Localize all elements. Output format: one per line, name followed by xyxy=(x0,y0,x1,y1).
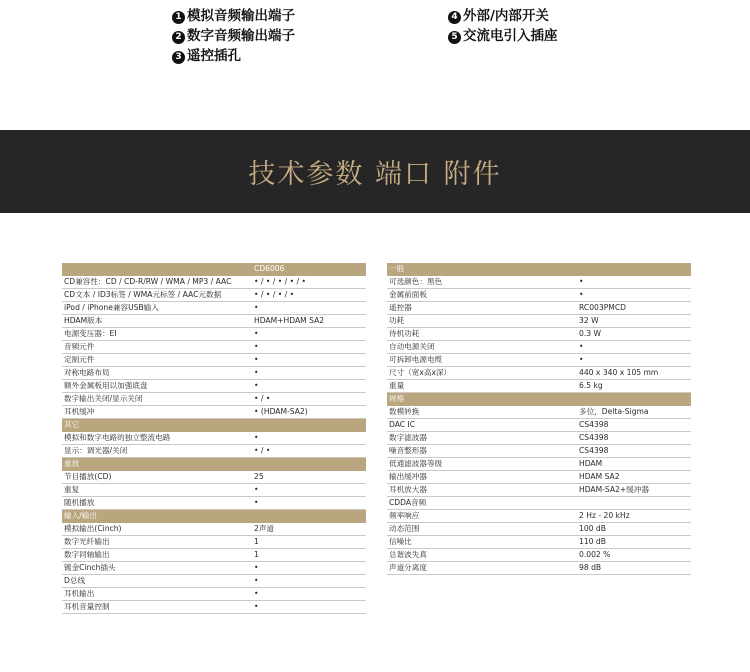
spec-value: 2 Hz - 20 kHz xyxy=(577,510,691,523)
spec-row xyxy=(387,562,691,575)
spec-row xyxy=(62,432,366,445)
spec-label: 模拟和数字电路的独立整流电路 xyxy=(62,432,252,445)
section-empty xyxy=(252,419,366,432)
spec-value: • xyxy=(577,289,691,302)
spec-label: CD文本 / ID3标签 / WMA元标签 / AAC元数据 xyxy=(62,289,252,302)
legend-number-badge: 1 xyxy=(172,11,185,24)
section-banner xyxy=(0,130,750,213)
spec-row xyxy=(62,445,366,458)
spec-value: 25 xyxy=(252,471,366,484)
spec-value: 110 dB xyxy=(577,536,691,549)
spec-label: 低通滤波器等级 xyxy=(387,458,577,471)
spec-value: • xyxy=(252,432,366,445)
spec-value: • xyxy=(252,380,366,393)
spec-value: • xyxy=(252,484,366,497)
spec-label: 额外金属板用以加强底盘 xyxy=(62,380,252,393)
section-header-row xyxy=(62,419,366,432)
banner-title: 技术参数 端口 附件 xyxy=(248,159,502,190)
spec-label: 电源变压器：EI xyxy=(62,328,252,341)
legend-number-badge: 5 xyxy=(448,31,461,44)
spec-value: • xyxy=(252,588,366,601)
spec-row xyxy=(387,367,691,380)
spec-label: 信噪比 xyxy=(387,536,577,549)
spec-row xyxy=(387,328,691,341)
connector-legend-left xyxy=(172,6,295,66)
spec-row xyxy=(62,497,366,510)
spec-label: 重复 xyxy=(62,484,252,497)
spec-label: 镀金Cinch插头 xyxy=(62,562,252,575)
spec-value: 0.002 % xyxy=(577,549,691,562)
spec-value: • xyxy=(252,354,366,367)
spec-value: CS4398 xyxy=(577,445,691,458)
section-empty xyxy=(252,510,366,523)
spec-label: 随机播放 xyxy=(62,497,252,510)
spec-label: 动态范围 xyxy=(387,523,577,536)
section-header-row xyxy=(62,458,366,471)
section-title: 重放 xyxy=(62,458,252,471)
spec-row xyxy=(387,445,691,458)
legend-number-badge: 3 xyxy=(172,51,185,64)
spec-row xyxy=(387,406,691,419)
spec-label: 模拟输出(Cinch) xyxy=(62,523,252,536)
spec-row xyxy=(387,458,691,471)
spec-value: • xyxy=(252,562,366,575)
spec-label: 声道分离度 xyxy=(387,562,577,575)
legend-item xyxy=(172,6,295,26)
spec-value: 1 xyxy=(252,536,366,549)
spec-value: 100 dB xyxy=(577,523,691,536)
spec-label: 数字光纤输出 xyxy=(62,536,252,549)
spec-label: 耳机输出 xyxy=(62,588,252,601)
spec-value: • xyxy=(252,575,366,588)
spec-row xyxy=(62,328,366,341)
spec-row xyxy=(387,354,691,367)
spec-value: HDAM xyxy=(577,458,691,471)
spec-row xyxy=(387,276,691,289)
spec-value: • xyxy=(577,276,691,289)
spec-label: iPod / iPhone兼容USB输入 xyxy=(62,302,252,315)
spec-row xyxy=(62,367,366,380)
spec-row xyxy=(62,523,366,536)
legend-label: 交流电引入插座 xyxy=(463,28,558,44)
spec-label: 显示：调光器/关闭 xyxy=(62,445,252,458)
section-title: 一般 xyxy=(387,263,577,276)
spec-label: 耳机缓冲 xyxy=(62,406,252,419)
spec-table-right xyxy=(387,263,691,575)
spec-value: RC003PMCD xyxy=(577,302,691,315)
spec-row xyxy=(387,419,691,432)
legend-item xyxy=(448,6,558,26)
spec-row xyxy=(62,302,366,315)
spec-label: 耳机放大器 xyxy=(387,484,577,497)
spec-row xyxy=(387,341,691,354)
spec-row xyxy=(62,354,366,367)
section-title: 输入/输出 xyxy=(62,510,252,523)
spec-label: 尺寸（宽x高x深） xyxy=(387,367,577,380)
spec-value: • xyxy=(252,328,366,341)
spec-row xyxy=(387,315,691,328)
spec-value: CS4398 xyxy=(577,432,691,445)
spec-label: 自动电源关闭 xyxy=(387,341,577,354)
table-header-row xyxy=(387,263,691,276)
spec-row xyxy=(62,575,366,588)
spec-label: 待机功耗 xyxy=(387,328,577,341)
spec-label: 功耗 xyxy=(387,315,577,328)
spec-value: HDAM+HDAM SA2 xyxy=(252,315,366,328)
spec-value: • (HDAM-SA2) xyxy=(252,406,366,419)
spec-row xyxy=(62,549,366,562)
connector-legend-right xyxy=(448,6,558,46)
spec-row xyxy=(387,510,691,523)
spec-row xyxy=(62,406,366,419)
legend-item xyxy=(172,46,295,66)
spec-value: 多位，Delta-Sigma xyxy=(577,406,691,419)
spec-label: 节目播放(CD) xyxy=(62,471,252,484)
spec-row xyxy=(62,315,366,328)
spec-label: 输出缓冲器 xyxy=(387,471,577,484)
spec-label: 重量 xyxy=(387,380,577,393)
table-header-value xyxy=(577,263,691,276)
spec-row xyxy=(62,393,366,406)
spec-label: 数字输出关闭/显示关闭 xyxy=(62,393,252,406)
spec-label: 数模转换 xyxy=(387,406,577,419)
spec-value: 2声道 xyxy=(252,523,366,536)
spec-label: 耳机音量控制 xyxy=(62,601,252,614)
spec-value: • xyxy=(252,367,366,380)
spec-value: • xyxy=(252,341,366,354)
spec-row xyxy=(62,562,366,575)
spec-value: 1 xyxy=(252,549,366,562)
spec-label: D总线 xyxy=(62,575,252,588)
spec-label: CDDA音频 xyxy=(387,497,577,510)
legend-label: 遥控插孔 xyxy=(187,48,241,64)
legend-label: 外部/内部开关 xyxy=(463,8,549,24)
spec-value: 6.5 kg xyxy=(577,380,691,393)
spec-row xyxy=(62,601,366,614)
table-header-row xyxy=(62,263,366,276)
spec-table-left xyxy=(62,263,366,614)
spec-row xyxy=(62,588,366,601)
spec-row xyxy=(387,549,691,562)
spec-row xyxy=(387,471,691,484)
legend-item xyxy=(448,26,558,46)
spec-row xyxy=(62,289,366,302)
spec-value: • / • xyxy=(252,393,366,406)
spec-label: 金属前面板 xyxy=(387,289,577,302)
spec-value: • xyxy=(577,354,691,367)
spec-label: 遥控器 xyxy=(387,302,577,315)
spec-row xyxy=(62,276,366,289)
spec-value: HDAM-SA2+缓冲器 xyxy=(577,484,691,497)
spec-row xyxy=(387,432,691,445)
section-empty xyxy=(577,393,691,406)
spec-value: CS4398 xyxy=(577,419,691,432)
spec-label: DAC IC xyxy=(387,419,577,432)
section-title: 规格 xyxy=(387,393,577,406)
section-header-row xyxy=(387,393,691,406)
spec-label: CD兼容性：CD / CD-R/RW / WMA / MP3 / AAC xyxy=(62,276,252,289)
spec-label: 定制元件 xyxy=(62,354,252,367)
spec-label: 数字同轴输出 xyxy=(62,549,252,562)
spec-label: 数字滤波器 xyxy=(387,432,577,445)
spec-value: • xyxy=(252,497,366,510)
spec-value: HDAM SA2 xyxy=(577,471,691,484)
legend-item xyxy=(172,26,295,46)
spec-row xyxy=(62,484,366,497)
section-header-row xyxy=(62,510,366,523)
spec-value: • xyxy=(252,601,366,614)
model-name: CD6006 xyxy=(252,263,366,276)
spec-label: HDAM版本 xyxy=(62,315,252,328)
spec-label: 可拆卸电源电缆 xyxy=(387,354,577,367)
spec-row xyxy=(387,289,691,302)
spec-row xyxy=(387,497,691,510)
spec-row xyxy=(387,536,691,549)
spec-label: 对称电路布局 xyxy=(62,367,252,380)
spec-label: 噪音整形器 xyxy=(387,445,577,458)
spec-row xyxy=(62,341,366,354)
legend-label: 数字音频输出端子 xyxy=(187,28,295,44)
spec-value: • xyxy=(577,341,691,354)
spec-value: 0.3 W xyxy=(577,328,691,341)
spec-value: 440 x 340 x 105 mm xyxy=(577,367,691,380)
legend-number-badge: 4 xyxy=(448,11,461,24)
spec-label: 总谐波失真 xyxy=(387,549,577,562)
section-empty xyxy=(252,458,366,471)
spec-row xyxy=(387,484,691,497)
spec-row xyxy=(387,523,691,536)
spec-row xyxy=(62,380,366,393)
legend-label: 模拟音频输出端子 xyxy=(187,8,295,24)
spec-row xyxy=(387,302,691,315)
spec-value: 98 dB xyxy=(577,562,691,575)
spec-label: 频率响应 xyxy=(387,510,577,523)
spec-value: 32 W xyxy=(577,315,691,328)
section-title: 其它 xyxy=(62,419,252,432)
spec-value: • / • xyxy=(252,445,366,458)
spec-row xyxy=(387,380,691,393)
spec-row xyxy=(62,536,366,549)
spec-value: • / • / • / • xyxy=(252,289,366,302)
spec-value: • xyxy=(252,302,366,315)
table-header-label xyxy=(62,263,252,276)
spec-label: 可选颜色：黑色 xyxy=(387,276,577,289)
spec-row xyxy=(62,471,366,484)
spec-value: • / • / • / • / • xyxy=(252,276,366,289)
legend-number-badge: 2 xyxy=(172,31,185,44)
spec-value xyxy=(577,497,691,510)
spec-label: 音频元件 xyxy=(62,341,252,354)
